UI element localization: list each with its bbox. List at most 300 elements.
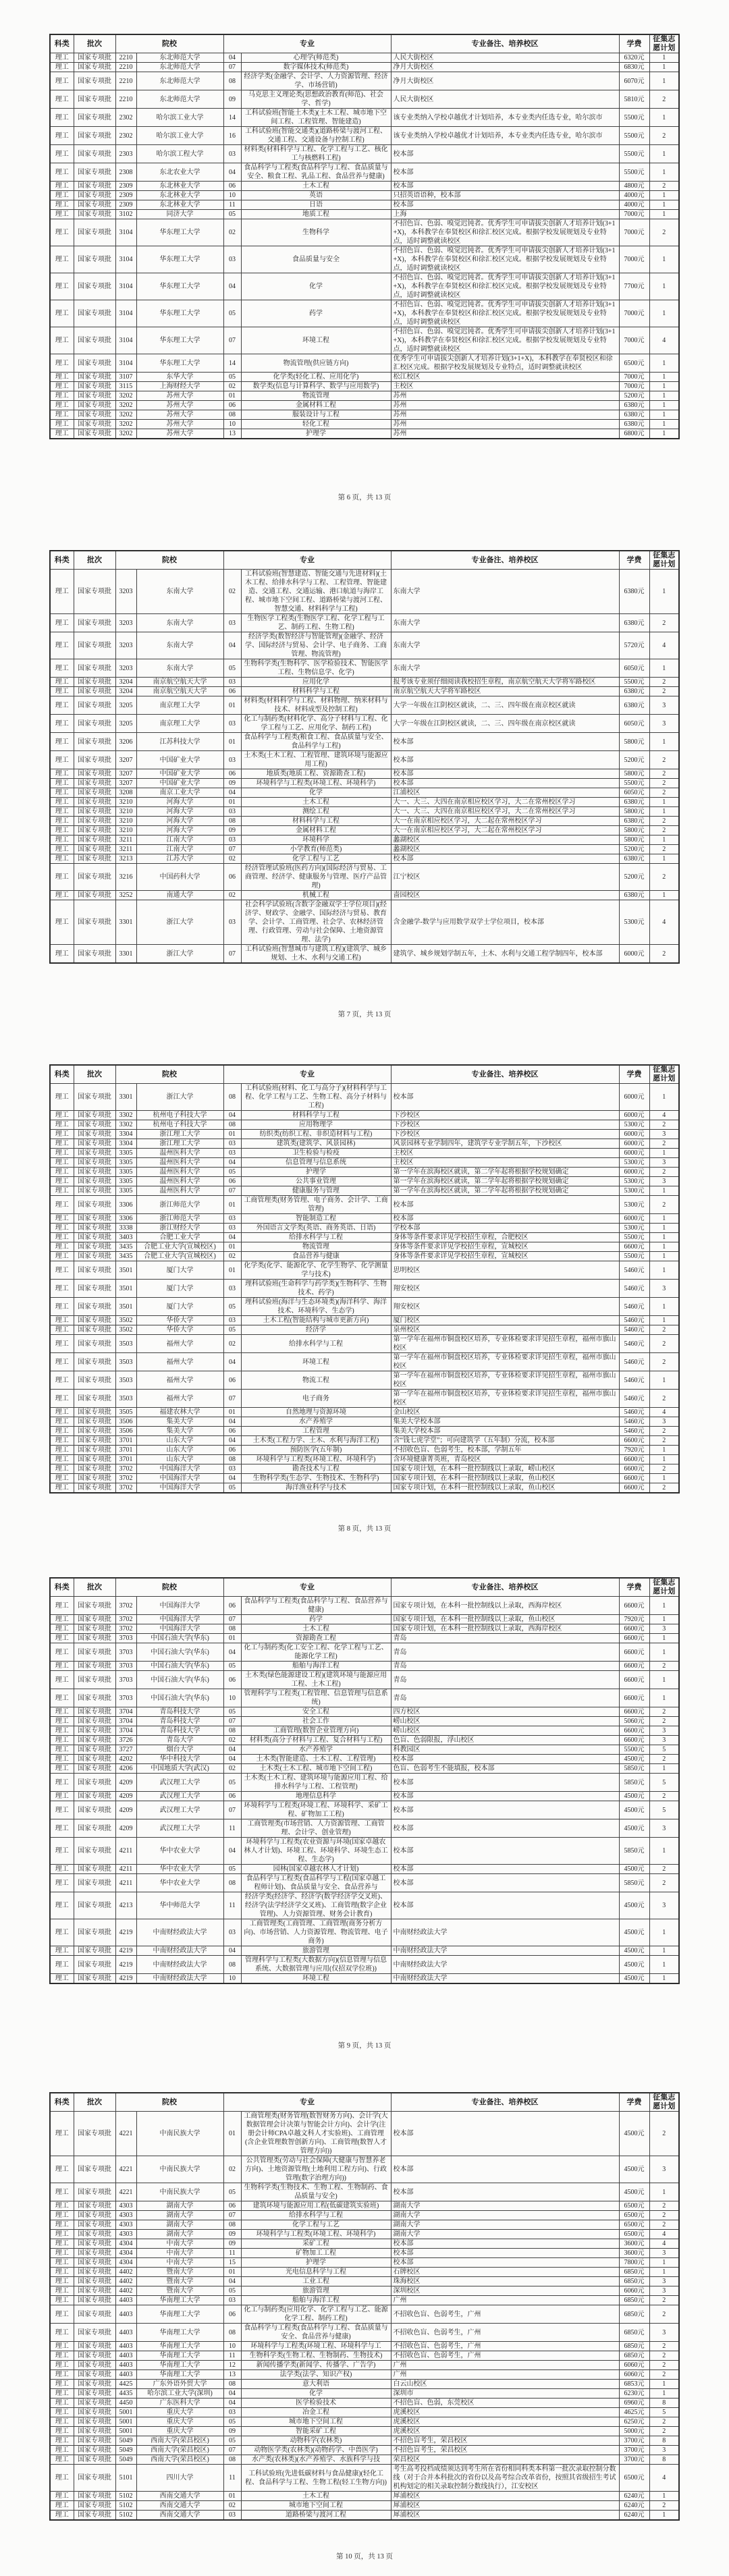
cell-major-code: 09 bbox=[223, 779, 241, 788]
cell-college-code: 4403 bbox=[115, 2342, 136, 2351]
cell-college-name: 中国海洋大学 bbox=[136, 1624, 223, 1634]
cell-plan: 1 bbox=[649, 1371, 679, 1390]
cell-major-name: 医学检验技术 bbox=[241, 2399, 391, 2408]
cell-batch: 国家专项批 bbox=[74, 2342, 115, 2351]
cell-major-code: 07 bbox=[223, 1390, 241, 1408]
table-row bbox=[50, 1298, 679, 1316]
cell-batch: 国家专项批 bbox=[74, 1408, 115, 1417]
table-row bbox=[50, 570, 679, 614]
cell-major-name: 船舶与海洋工程 bbox=[241, 2296, 391, 2305]
cell-plan: 1 bbox=[649, 1261, 679, 1280]
table-row bbox=[50, 2501, 679, 2511]
table-row bbox=[50, 2427, 679, 2436]
cell-major-code: 02 bbox=[223, 1335, 241, 1353]
cell-major-code: 07 bbox=[223, 327, 241, 354]
cell-tuition: 6600元 bbox=[619, 1726, 649, 1736]
cell-college-code: 3702 bbox=[115, 1464, 136, 1474]
cell-plan: 1 bbox=[649, 1186, 679, 1196]
table-row bbox=[50, 1139, 679, 1149]
cell-subject: 理工 bbox=[50, 219, 74, 246]
cell-major-name: 化学工程与工艺 bbox=[241, 854, 391, 864]
cell-remark: 下沙校区 bbox=[391, 1111, 619, 1120]
cell-remark: 学校本部 bbox=[391, 1224, 619, 1233]
cell-plan: 1 bbox=[649, 1474, 679, 1483]
table-row bbox=[50, 182, 679, 191]
cell-college-name: 集美大学 bbox=[136, 1417, 223, 1427]
table-section-page-10 bbox=[49, 2092, 680, 2521]
cell-tuition: 5500元 bbox=[619, 1233, 649, 1242]
cell-plan: 1 bbox=[649, 1974, 679, 1984]
cell-college-code: 2302 bbox=[115, 127, 136, 145]
cell-major-code: 02 bbox=[223, 382, 241, 391]
cell-plan: 1 bbox=[649, 1643, 679, 1662]
cell-remark: 第一学年在福州市铜盘校区培养，专业体检要求详见招生章程，福州市旗山校区 bbox=[391, 1390, 619, 1408]
table-row bbox=[50, 1455, 679, 1464]
cell-plan: 5 bbox=[649, 2408, 679, 2417]
cell-college-code: 3207 bbox=[115, 751, 136, 769]
column-header-tuition: 学费 bbox=[619, 1065, 649, 1084]
cell-major-code: 03 bbox=[223, 715, 241, 733]
cell-major-name: 经济学类(经济学、经济学(数学经济学交叉班)、经济学(法学经济学交叉班)、工商管理(数字企业管理)、人力资源管理、财务会计教育) bbox=[241, 1892, 391, 1919]
cell-remark: 校本部 bbox=[391, 2156, 619, 2183]
cell-subject: 理工 bbox=[50, 210, 74, 219]
cell-major-code: 05 bbox=[223, 373, 241, 382]
cell-major-code: 05 bbox=[223, 2286, 241, 2296]
cell-tuition: 7000元 bbox=[619, 246, 649, 273]
cell-subject: 理工 bbox=[50, 614, 74, 632]
cell-batch: 国家专项批 bbox=[74, 2249, 115, 2258]
cell-college-name: 河海大学 bbox=[136, 817, 223, 826]
cell-plan: 1 bbox=[649, 1316, 679, 1325]
cell-batch: 国家专项批 bbox=[74, 751, 115, 769]
cell-subject: 理工 bbox=[50, 1643, 74, 1662]
table-row bbox=[50, 779, 679, 788]
cell-subject: 理工 bbox=[50, 1755, 74, 1764]
table-row bbox=[50, 2408, 679, 2417]
cell-tuition: 7920元 bbox=[619, 1446, 649, 1455]
cell-college-code: 2303 bbox=[115, 145, 136, 163]
cell-subject: 理工 bbox=[50, 1390, 74, 1408]
cell-plan: 1 bbox=[649, 1455, 679, 1464]
cell-tuition: 6800元 bbox=[619, 429, 649, 439]
cell-batch: 国家专项批 bbox=[74, 1597, 115, 1615]
cell-tuition: 5460元 bbox=[619, 1316, 649, 1325]
cell-remark: 净月大街校区 bbox=[391, 63, 619, 72]
cell-major-name: 卫生检验与检疫 bbox=[241, 1149, 391, 1158]
cell-plan: 1 bbox=[649, 145, 679, 163]
cell-remark: 思明校区 bbox=[391, 1261, 619, 1280]
cell-major-code: 04 bbox=[223, 1417, 241, 1427]
cell-batch: 国家专项批 bbox=[74, 401, 115, 410]
cell-tuition: 6000元 bbox=[619, 1149, 649, 1158]
cell-college-code: 5049 bbox=[115, 2455, 136, 2465]
cell-major-code: 03 bbox=[223, 2296, 241, 2305]
cell-major-name: 服装设计与工程 bbox=[241, 410, 391, 420]
cell-college-name: 中国海洋大学 bbox=[136, 1474, 223, 1483]
cell-major-name: 外国语言文学类(英语、商务英语、日语) bbox=[241, 1224, 391, 1233]
cell-college-name: 浙江师范大学 bbox=[136, 1196, 223, 1214]
cell-remark: 校本部 bbox=[391, 2183, 619, 2201]
table-row bbox=[50, 945, 679, 964]
cell-major-name: 轻化工程 bbox=[241, 420, 391, 429]
cell-plan: 2 bbox=[649, 1483, 679, 1493]
cell-subject: 理工 bbox=[50, 53, 74, 63]
cell-college-name: 武汉理工大学 bbox=[136, 1774, 223, 1792]
cell-college-name: 华东理工大学 bbox=[136, 246, 223, 273]
cell-plan: 2 bbox=[649, 2501, 679, 2511]
cell-plan: 1 bbox=[649, 733, 679, 751]
cell-major-name: 心理学(师范类) bbox=[241, 53, 391, 63]
cell-subject: 理工 bbox=[50, 1130, 74, 1139]
cell-college-name: 温州医科大学 bbox=[136, 1158, 223, 1168]
cell-major-name: 马克思主义理论类(思想政治教育(师范)、社会学、哲学) bbox=[241, 90, 391, 109]
cell-plan: 3 bbox=[649, 1892, 679, 1919]
cell-subject: 理工 bbox=[50, 2361, 74, 2370]
cell-college-name: 武汉理工大学 bbox=[136, 1801, 223, 1819]
cell-subject: 理工 bbox=[50, 273, 74, 300]
cell-major-name: 地理信息科学 bbox=[241, 1792, 391, 1801]
cell-plan: 2 bbox=[649, 1755, 679, 1764]
cell-college-name: 苏州大学 bbox=[136, 429, 223, 439]
cell-plan: 2 bbox=[649, 2305, 679, 2324]
cell-major-name: 给排水科学与工程 bbox=[241, 1233, 391, 1242]
cell-major-code: 04 bbox=[223, 1946, 241, 1956]
cell-plan: 2 bbox=[649, 2201, 679, 2211]
cell-tuition: 6500元 bbox=[619, 2211, 649, 2220]
cell-college-code: 3703 bbox=[115, 1643, 136, 1662]
cell-remark: 苏州 bbox=[391, 401, 619, 410]
admission-plan-table bbox=[49, 550, 680, 964]
cell-plan: 2 bbox=[649, 127, 679, 145]
cell-batch: 国家专项批 bbox=[74, 327, 115, 354]
cell-college-name: 西南交通大学 bbox=[136, 2501, 223, 2511]
cell-tuition: 6850元 bbox=[619, 2305, 649, 2324]
cell-plan: 3 bbox=[649, 1177, 679, 1186]
cell-college-code: 3503 bbox=[115, 1390, 136, 1408]
table-row bbox=[50, 2305, 679, 2324]
cell-plan: 1 bbox=[649, 835, 679, 845]
cell-major-name: 采矿工程 bbox=[241, 2239, 391, 2249]
cell-major-code: 04 bbox=[223, 1353, 241, 1371]
cell-college-code: 3338 bbox=[115, 1224, 136, 1233]
cell-plan: 2 bbox=[649, 1874, 679, 1892]
cell-major-code: 03 bbox=[223, 835, 241, 845]
cell-subject: 理工 bbox=[50, 1736, 74, 1745]
cell-plan: 4 bbox=[649, 1408, 679, 1417]
cell-batch: 国家专项批 bbox=[74, 2380, 115, 2389]
cell-batch: 国家专项批 bbox=[74, 1726, 115, 1736]
cell-tuition: 6050元 bbox=[619, 788, 649, 798]
cell-college-name: 暨南大学 bbox=[136, 2277, 223, 2286]
cell-college-code: 3701 bbox=[115, 1446, 136, 1455]
cell-plan: 2 bbox=[649, 614, 679, 632]
table-row bbox=[50, 109, 679, 127]
cell-college-name: 山东大学 bbox=[136, 1436, 223, 1446]
cell-college-code: 4402 bbox=[115, 2268, 136, 2277]
cell-plan: 1 bbox=[649, 798, 679, 807]
cell-subject: 理工 bbox=[50, 2249, 74, 2258]
cell-major-name: 土木类(土木工程、城市地下空间工程) bbox=[241, 1764, 391, 1774]
cell-tuition: 7700元 bbox=[619, 273, 649, 300]
cell-batch: 国家专项批 bbox=[74, 1671, 115, 1689]
table-row bbox=[50, 826, 679, 835]
cell-college-name: 厦门大学 bbox=[136, 1261, 223, 1280]
cell-plan: 1 bbox=[649, 2389, 679, 2399]
cell-college-code: 3203 bbox=[115, 614, 136, 632]
cell-college-name: 江南大学 bbox=[136, 835, 223, 845]
cell-major-code: 08 bbox=[223, 1956, 241, 1974]
cell-remark: 报考该专业须仔细阅读我校招生章程，南京航空航天大学将军路校区 bbox=[391, 678, 619, 687]
cell-batch: 国家专项批 bbox=[74, 1177, 115, 1186]
cell-college-code: 3505 bbox=[115, 1408, 136, 1417]
cell-plan: 2 bbox=[649, 945, 679, 964]
table-row bbox=[50, 354, 679, 373]
cell-major-name: 生物科学类(生物工程、生物制药、生物技术) bbox=[241, 2351, 391, 2361]
cell-tuition: 5060元 bbox=[619, 1717, 649, 1726]
cell-plan: 5 bbox=[649, 1745, 679, 1755]
table-row bbox=[50, 1946, 679, 1956]
cell-plan: 2 bbox=[649, 2220, 679, 2230]
cell-remark: 校本部 bbox=[391, 2249, 619, 2258]
cell-college-code: 3104 bbox=[115, 273, 136, 300]
cell-major-code: 15 bbox=[223, 2258, 241, 2268]
cell-tuition: 6600元 bbox=[619, 1455, 649, 1464]
cell-subject: 理工 bbox=[50, 1946, 74, 1956]
cell-college-code: 3435 bbox=[115, 1242, 136, 1252]
cell-major-name: 应用化学 bbox=[241, 678, 391, 687]
cell-subject: 理工 bbox=[50, 1892, 74, 1919]
cell-major-code: 04 bbox=[223, 1436, 241, 1446]
cell-batch: 国家专项批 bbox=[74, 2183, 115, 2201]
column-header-plan: 征集志愿计划 bbox=[649, 34, 679, 53]
cell-batch: 国家专项批 bbox=[74, 1956, 115, 1974]
cell-tuition: 4500元 bbox=[619, 2156, 649, 2183]
cell-major-code: 02 bbox=[223, 2501, 241, 2511]
cell-tuition: 5810元 bbox=[619, 90, 649, 109]
cell-batch: 国家专项批 bbox=[74, 1474, 115, 1483]
cell-college-code: 3102 bbox=[115, 210, 136, 219]
cell-major-name: 生物医学工程类(生物医学工程、化学工程与工艺、制药工程、生物工程) bbox=[241, 614, 391, 632]
cell-plan: 2 bbox=[649, 2296, 679, 2305]
cell-major-name: 经济学类(数智经济与智能管理)(金融学、经济学、国际经济与贸易、会计学、电子商务、工商管理、物流管理) bbox=[241, 632, 391, 659]
cell-batch: 国家专项批 bbox=[74, 1624, 115, 1634]
cell-major-code: 07 bbox=[223, 1717, 241, 1726]
cell-major-code: 01 bbox=[223, 1130, 241, 1139]
cell-college-code: 3701 bbox=[115, 1436, 136, 1446]
cell-remark: 蠡湖校区 bbox=[391, 845, 619, 854]
cell-college-name: 河海大学 bbox=[136, 826, 223, 835]
cell-plan: 2 bbox=[649, 1662, 679, 1671]
cell-plan: 1 bbox=[649, 273, 679, 300]
cell-plan: 1 bbox=[649, 200, 679, 210]
header-row bbox=[50, 2093, 679, 2112]
cell-batch: 国家专项批 bbox=[74, 1224, 115, 1233]
cell-batch: 国家专项批 bbox=[74, 2112, 115, 2156]
table-row bbox=[50, 1474, 679, 1483]
cell-remark: 校本部 bbox=[391, 1084, 619, 1111]
table-row bbox=[50, 2361, 679, 2370]
cell-major-name: 食品科学与工程类(食品科学与工程、食品质量与安全、食品营养与健康) bbox=[241, 2324, 391, 2342]
cell-college-code: 5049 bbox=[115, 2436, 136, 2446]
cell-college-code: 3704 bbox=[115, 1726, 136, 1736]
cell-college-code: 4303 bbox=[115, 2220, 136, 2230]
cell-plan: 1 bbox=[649, 1298, 679, 1316]
cell-college-code: 3701 bbox=[115, 1455, 136, 1464]
cell-remark: 校本部 bbox=[391, 854, 619, 864]
cell-college-code: 4221 bbox=[115, 2112, 136, 2156]
cell-remark: 四方校区 bbox=[391, 1707, 619, 1717]
cell-major-code: 04 bbox=[223, 1233, 241, 1242]
cell-college-name: 福州大学 bbox=[136, 1390, 223, 1408]
cell-major-code: 06 bbox=[223, 182, 241, 191]
cell-remark: 含金融学-数学与应用数学双学士学位项目，校本部 bbox=[391, 900, 619, 945]
cell-subject: 理工 bbox=[50, 1819, 74, 1838]
cell-remark: 第一学年在福州市铜盘校区培养，专业体检要求详见招生章程，福州市旗山校区 bbox=[391, 1335, 619, 1353]
cell-batch: 国家专项批 bbox=[74, 1874, 115, 1892]
cell-college-name: 南京航空航天大学 bbox=[136, 687, 223, 696]
cell-college-code: 3211 bbox=[115, 845, 136, 854]
table-row bbox=[50, 1261, 679, 1280]
table-row bbox=[50, 2324, 679, 2342]
cell-college-code: 3208 bbox=[115, 788, 136, 798]
cell-subject: 理工 bbox=[50, 798, 74, 807]
cell-major-code: 06 bbox=[223, 1427, 241, 1436]
cell-college-name: 上海财经大学 bbox=[136, 382, 223, 391]
cell-major-code: 04 bbox=[223, 1111, 241, 1120]
cell-tuition: 6600元 bbox=[619, 1474, 649, 1483]
column-header-remark: 专业备注、培养校区 bbox=[391, 1578, 619, 1597]
table-row bbox=[50, 1111, 679, 1120]
cell-tuition: 5300元 bbox=[619, 1177, 649, 1186]
cell-college-name: 福州大学 bbox=[136, 1371, 223, 1390]
cell-major-name: 机械工程 bbox=[241, 891, 391, 900]
cell-subject: 理工 bbox=[50, 1865, 74, 1874]
cell-tuition: 6060元 bbox=[619, 2370, 649, 2380]
cell-major-code: 11 bbox=[223, 2249, 241, 2258]
cell-major-name: 资源勘查工程 bbox=[241, 1634, 391, 1643]
cell-major-name: 工科试验班(智慧建造、智能交通与先进材料)(土木工程、给排水科学与工程、工程管理、智能建造、交通工程、交通运输、港口航道与海岸工程、城市地下空间工程、道路桥梁与渡河工程、智慧交通、材料科学与工程) bbox=[241, 570, 391, 614]
cell-batch: 国家专项批 bbox=[74, 807, 115, 817]
table-row bbox=[50, 1280, 679, 1298]
table-row bbox=[50, 2211, 679, 2220]
cell-tuition: 6380元 bbox=[619, 817, 649, 826]
cell-batch: 国家专项批 bbox=[74, 1186, 115, 1196]
cell-plan: 2 bbox=[649, 817, 679, 826]
cell-remark: 第一学年在滨海校区就读，第二学年起将根据学校规划确定 bbox=[391, 1186, 619, 1196]
cell-college-code: 3702 bbox=[115, 1624, 136, 1634]
cell-subject: 理工 bbox=[50, 1158, 74, 1168]
column-header-college: 院校 bbox=[115, 2093, 223, 2112]
table-row bbox=[50, 1186, 679, 1196]
cell-subject: 理工 bbox=[50, 891, 74, 900]
cell-major-name: 环境科学与工程类(环境工程、环境科学) bbox=[241, 2230, 391, 2239]
cell-tuition: 6380元 bbox=[619, 798, 649, 807]
cell-batch: 国家专项批 bbox=[74, 632, 115, 659]
cell-major-name: 理科试验班(生命科学与药学类)(生物科学、生物技术、药学) bbox=[241, 1280, 391, 1298]
cell-subject: 理工 bbox=[50, 300, 74, 327]
cell-major-name: 物流管理 bbox=[241, 1242, 391, 1252]
cell-major-name: 健康服务与管理 bbox=[241, 1186, 391, 1196]
cell-batch: 国家专项批 bbox=[74, 854, 115, 864]
cell-batch: 国家专项批 bbox=[74, 1946, 115, 1956]
table-row bbox=[50, 145, 679, 163]
cell-remark: 蠡湖校区 bbox=[391, 835, 619, 845]
cell-subject: 理工 bbox=[50, 1436, 74, 1446]
cell-remark: 该专业类纳入学校卓越优才计划培养，本专业类内任选专业，哈尔滨市 bbox=[391, 127, 619, 145]
cell-college-name: 湖南大学 bbox=[136, 2201, 223, 2211]
cell-batch: 国家专项批 bbox=[74, 2351, 115, 2361]
cell-college-code: 4211 bbox=[115, 1865, 136, 1874]
cell-plan: 1 bbox=[649, 1214, 679, 1224]
table-row bbox=[50, 72, 679, 90]
cell-subject: 理工 bbox=[50, 835, 74, 845]
cell-batch: 国家专项批 bbox=[74, 2501, 115, 2511]
cell-batch: 国家专项批 bbox=[74, 2436, 115, 2446]
table-row bbox=[50, 1801, 679, 1819]
cell-tuition: 6500元 bbox=[619, 354, 649, 373]
cell-major-code: 04 bbox=[223, 1755, 241, 1764]
cell-batch: 国家专项批 bbox=[74, 2417, 115, 2427]
cell-plan: 2 bbox=[649, 1335, 679, 1353]
cell-tuition: 4500元 bbox=[619, 1792, 649, 1801]
cell-college-name: 山东大学 bbox=[136, 1455, 223, 1464]
cell-remark: 不招收色盲、色弱考生，校本部，学制五年 bbox=[391, 1446, 619, 1455]
cell-major-code: 07 bbox=[223, 63, 241, 72]
cell-college-name: 东南大学 bbox=[136, 614, 223, 632]
cell-subject: 理工 bbox=[50, 2305, 74, 2324]
table-row bbox=[50, 2465, 679, 2492]
table-row bbox=[50, 891, 679, 900]
cell-college-name: 中南大学 bbox=[136, 2249, 223, 2258]
cell-tuition: 6600元 bbox=[619, 1634, 649, 1643]
cell-major-code: 08 bbox=[223, 410, 241, 420]
cell-major-name: 土木类(土木工程、工程管理、建筑环境与能源应用工程) bbox=[241, 751, 391, 769]
cell-major-name: 药学 bbox=[241, 300, 391, 327]
cell-college-code: 3726 bbox=[115, 1736, 136, 1745]
cell-tuition: 6600元 bbox=[619, 1736, 649, 1745]
cell-college-code: 2308 bbox=[115, 163, 136, 182]
cell-college-code: 3213 bbox=[115, 854, 136, 864]
cell-major-code: 04 bbox=[223, 2389, 241, 2399]
cell-batch: 国家专项批 bbox=[74, 1615, 115, 1624]
page-footer: 第 9 页，共 13 页 bbox=[338, 2042, 392, 2050]
cell-college-code: 3503 bbox=[115, 1353, 136, 1371]
column-header-college: 院校 bbox=[115, 1065, 223, 1084]
column-header-major: 专业 bbox=[223, 1578, 391, 1597]
cell-remark: 身体等条件要求详见学校招生章程，宣城校区 bbox=[391, 1252, 619, 1261]
cell-college-code: 3203 bbox=[115, 632, 136, 659]
cell-major-code: 08 bbox=[223, 72, 241, 90]
cell-plan: 2 bbox=[649, 1792, 679, 1801]
cell-major-code: 08 bbox=[223, 1726, 241, 1736]
cell-major-code: 05 bbox=[223, 1483, 241, 1493]
cell-major-code: 08 bbox=[223, 2220, 241, 2230]
cell-batch: 国家专项批 bbox=[74, 779, 115, 788]
column-header-batch: 批次 bbox=[74, 551, 115, 570]
column-header-subject: 科类 bbox=[50, 34, 74, 53]
cell-batch: 国家专项批 bbox=[74, 1819, 115, 1838]
cell-college-code: 4403 bbox=[115, 2305, 136, 2324]
cell-tuition: 5800元 bbox=[619, 769, 649, 779]
table-row bbox=[50, 2436, 679, 2446]
cell-tuition: 6240元 bbox=[619, 2501, 649, 2511]
cell-plan: 2 bbox=[649, 182, 679, 191]
cell-college-code: 3305 bbox=[115, 1186, 136, 1196]
cell-subject: 理工 bbox=[50, 817, 74, 826]
cell-college-name: 浙江理工大学 bbox=[136, 1130, 223, 1139]
cell-subject: 理工 bbox=[50, 678, 74, 687]
cell-major-name: 信息管理与信息系统 bbox=[241, 1158, 391, 1168]
